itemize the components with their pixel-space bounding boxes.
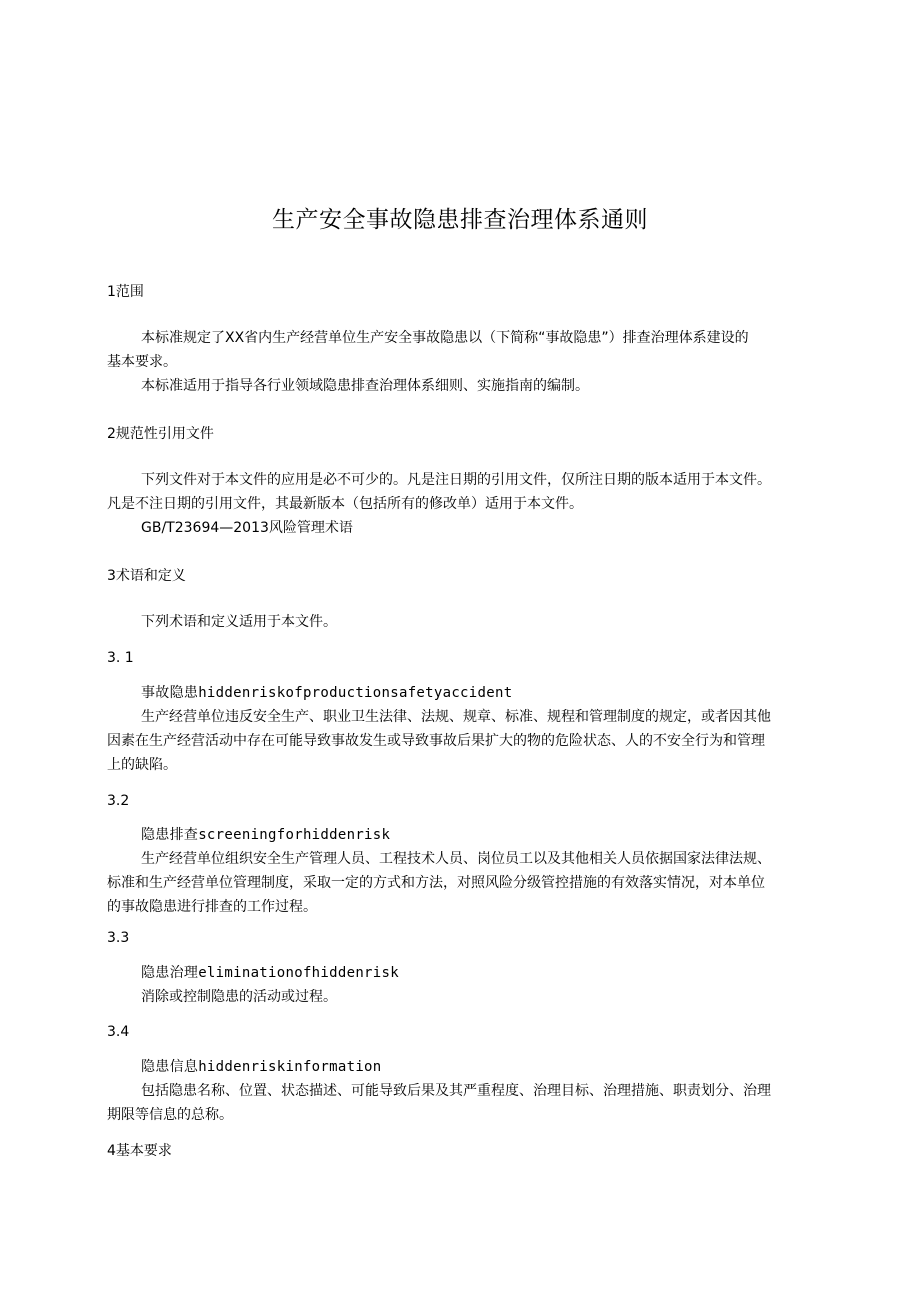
section-2-heading: 2规范性引用文件 (107, 426, 214, 442)
document-title: 生产安全事故隐患排查治理体系通则 (272, 207, 648, 233)
term-title: 事故隐患hiddenriskofproductionsafetyaccident (141, 685, 513, 701)
term-definition-line: 生产经营单位违反安全生产、职业卫生法律、法规、规章、标准、规程和管理制度的规定，或者因其他 (141, 709, 771, 725)
normative-reference: GB/T23694—2013风险管理术语 (141, 520, 353, 536)
term-definition-line: 期限等信息的总称。 (107, 1107, 233, 1123)
term-title: 隐患信息hiddenriskinformation (141, 1059, 382, 1075)
section-1-heading: 1范围 (107, 284, 144, 300)
term-definition-line: 因素在生产经营活动中存在可能导致事故发生或导致事故后果扩大的物的危险状态、人的不安全行为和管理 (107, 733, 765, 749)
term-number: 3.4 (107, 1024, 130, 1040)
section-1-paragraph-1-line-1: 本标准规定了XX省内生产经营单位生产安全事故隐患以（下简称“事故隐患”）排查治理体系建设的 (141, 330, 749, 346)
term-definition-line: 上的缺陷。 (107, 757, 177, 773)
section-2-paragraph-line-1: 下列文件对于本文件的应用是必不可少的。凡是注日期的引用文件，仅所注日期的版本适用于本文件。 (141, 472, 771, 488)
term-definition-line: 生产经营单位组织安全生产管理人员、工程技术人员、岗位员工以及其他相关人员依据国家法律法规、 (141, 851, 771, 867)
section-3-heading: 3术语和定义 (107, 568, 186, 584)
term-definition-line: 消除或控制隐患的活动或过程。 (141, 989, 337, 1005)
section-3-intro: 下列术语和定义适用于本文件。 (141, 614, 337, 630)
term-title: 隐患排查screeningforhiddenrisk (141, 827, 391, 843)
section-1-paragraph-1-line-2: 基本要求。 (107, 354, 177, 370)
term-number: 3.3 (107, 930, 130, 946)
term-number: 3.2 (107, 793, 130, 809)
section-1-paragraph-2: 本标准适用于指导各行业领域隐患排查治理体系细则、实施指南的编制。 (141, 378, 589, 394)
term-title: 隐患治理eliminationofhiddenrisk (141, 965, 399, 981)
section-4-heading: 4基本要求 (107, 1143, 172, 1159)
term-definition-line: 标准和生产经营单位管理制度，采取一定的方式和方法，对照风险分级管控措施的有效落实情况，对本单位 (107, 875, 765, 891)
term-definition-line: 的事故隐患进行排查的工作过程。 (107, 899, 317, 915)
term-definition-line: 包括隐患名称、位置、状态描述、可能导致后果及其严重程度、治理目标、治理措施、职责划分、治理 (141, 1083, 771, 1099)
term-number: 3. 1 (107, 650, 134, 666)
section-2-paragraph-line-2: 凡是不注日期的引用文件，其最新版本（包括所有的修改单）适用于本文件。 (107, 496, 583, 512)
